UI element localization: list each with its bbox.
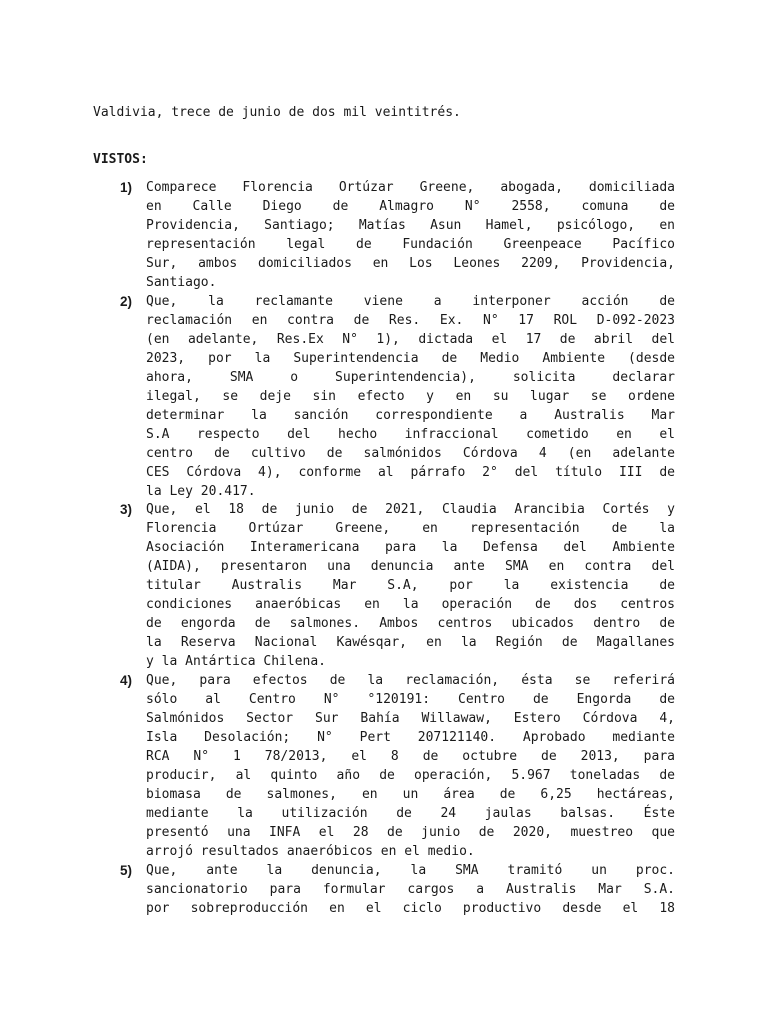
paragraph-text <box>146 671 675 861</box>
paragraph-line: Isla Desolación; N° Pert 207121140. Aprobado mediante <box>146 730 675 745</box>
date-line: Valdivia, trece de junio de dos mil veintitrés. <box>93 105 461 120</box>
paragraph-line: ilegal, se deje sin efecto y en su lugar se ordene <box>146 389 675 404</box>
paragraph-line: Salmónidos Sector Sur Bahía Willawaw, Estero Córdova 4, <box>146 711 675 726</box>
paragraph-line: mediante la utilización de 24 jaulas balsas. Éste <box>146 806 675 821</box>
paragraph-line: determinar la sanción correspondiente a Australis Mar <box>146 408 675 423</box>
paragraph-text <box>146 500 675 671</box>
paragraph-line: Providencia, Santiago; Matías Asun Hamel, psicólogo, en <box>146 218 675 233</box>
paragraph-line: 2023, por la Superintendencia de Medio Ambiente (desde <box>146 351 675 366</box>
paragraph-line: RCA N° 1 78/2013, el 8 de octubre de 2013, para <box>146 749 675 764</box>
paragraph-line: Asociación Interamericana para la Defensa del Ambiente <box>146 540 675 555</box>
paragraph-line: (en adelante, Res.Ex N° 1), dictada el 17 de abril del <box>146 332 675 347</box>
paragraph-line: titular Australis Mar S.A, por la existencia de <box>146 578 675 593</box>
vistos-heading: VISTOS: <box>93 152 148 167</box>
paragraph-line: centro de cultivo de salmónidos Córdova 4 (en adelante <box>146 446 675 461</box>
paragraph-line: presentó una INFA el 28 de junio de 2020, muestreo que <box>146 825 675 840</box>
paragraph-line: CES Córdova 4), conforme al párrafo 2° del título III de <box>146 465 675 480</box>
paragraph-line: la Reserva Nacional Kawésqar, en la Región de Magallanes <box>146 635 675 650</box>
paragraph-line: por sobreproducción en el ciclo productivo desde el 18 <box>146 901 675 916</box>
paragraph-line: Que, para efectos de la reclamación, ésta se referirá <box>146 673 675 688</box>
paragraph-text <box>146 292 675 501</box>
paragraph-number: 2) <box>120 294 133 309</box>
paragraph-line: biomasa de salmones, en un área de 6,25 hectáreas, <box>146 787 675 802</box>
paragraph-line: la Ley 20.417. <box>146 484 256 499</box>
paragraph-number: 3) <box>120 502 133 517</box>
paragraph-line: Que, ante la denuncia, la SMA tramitó un proc. <box>146 863 675 878</box>
paragraph-line: arrojó resultados anaeróbicos en el medio. <box>146 844 475 859</box>
paragraph-line: en Calle Diego de Almagro N° 2558, comuna de <box>146 199 675 214</box>
paragraph-number: 5) <box>120 863 133 878</box>
paragraph-line: y la Antártica Chilena. <box>146 654 327 669</box>
paragraph-line: Florencia Ortúzar Greene, en representación de la <box>146 521 675 536</box>
paragraph-line: condiciones anaeróbicas en la operación de dos centros <box>146 597 675 612</box>
paragraph-line: ahora, SMA o Superintendencia), solicita declarar <box>146 370 675 385</box>
paragraph-number: 4) <box>120 673 133 688</box>
paragraph-line: representación legal de Fundación Greenpeace Pacífico <box>146 237 675 252</box>
paragraph-text <box>146 861 675 918</box>
paragraph-line: Comparece Florencia Ortúzar Greene, abogada, domiciliada <box>146 180 675 195</box>
paragraph-line: Que, la reclamante viene a interponer acción de <box>146 294 675 309</box>
paragraph-line: de engorda de salmones. Ambos centros ubicados dentro de <box>146 616 675 631</box>
paragraph-line: Santiago. <box>146 275 217 290</box>
paragraph-line: Que, el 18 de junio de 2021, Claudia Arancibia Cortés y <box>146 502 675 517</box>
paragraph-line: Sur, ambos domiciliados en Los Leones 2209, Providencia, <box>146 256 675 271</box>
paragraph-number: 1) <box>120 180 133 195</box>
paragraph-line: (AIDA), presentaron una denuncia ante SMA en contra del <box>146 559 675 574</box>
paragraph-line: sancionatorio para formular cargos a Australis Mar S.A. <box>146 882 675 897</box>
paragraph-line: producir, al quinto año de operación, 5.967 toneladas de <box>146 768 675 783</box>
paragraph-text <box>146 178 675 292</box>
paragraph-line: reclamación en contra de Res. Ex. N° 17 ROL D-092-2023 <box>146 313 675 328</box>
paragraph-line: sólo al Centro N° °120191: Centro de Engorda de <box>146 692 675 707</box>
paragraph-line: S.A respecto del hecho infraccional cometido en el <box>146 427 675 442</box>
